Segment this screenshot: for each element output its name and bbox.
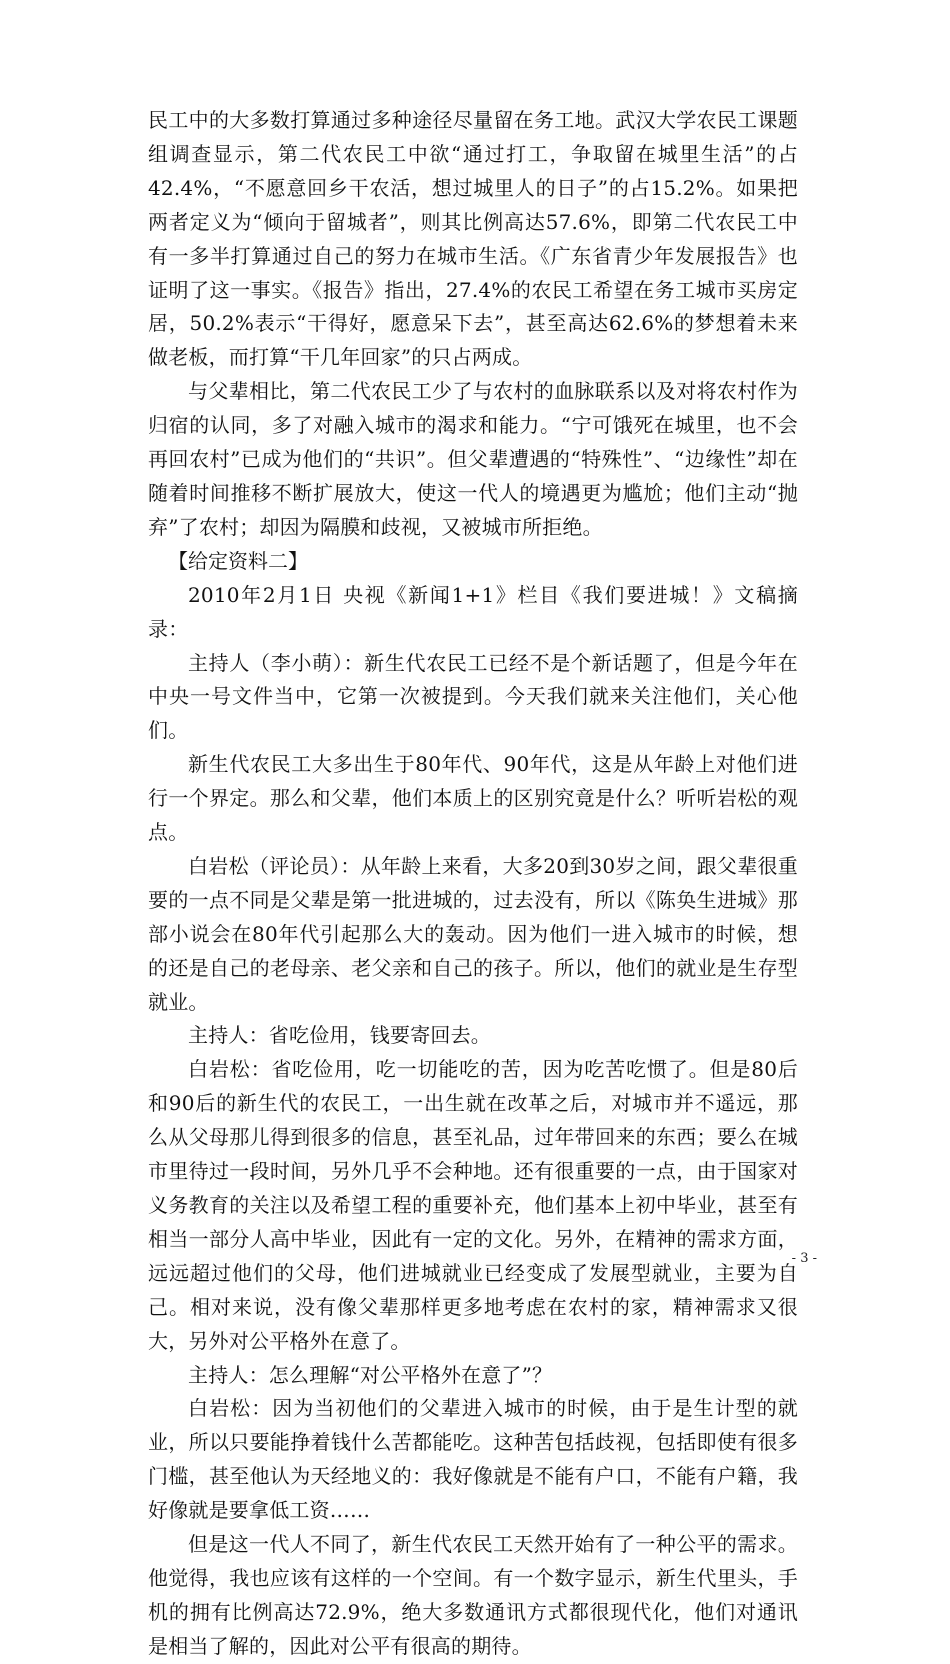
host-remark: 主持人：省吃俭用，钱要寄回去。	[188, 1023, 491, 1048]
paragraph-continuation: 民工中的大多数打算通过多种途径尽量留在务工地。武汉大学农民工课题组调查显示，第二代农民工中欲“通过打工，争取留在城里生活”的占42.4%，“不愿意回乡干农活，想过城里人的日子”的占15.2%。如果把两者定义为“倾向于留城者”，则其比例高达57.6%，即第二代农民工中有一多半打算通过自己的努力在城市生活。《广东省青少年发展报告》也证明了这一事实。《报告》指出，27.4%的农民工希望在务工城市买房定居，50.2%表示“干得好，愿意呆下去”，甚至高达62.6%的梦想着未来做老板，而打算“干几年回家”的只占两成。	[148, 108, 798, 370]
commentator-answer-4: 但是这一代人不同了，新生代农民工天然开始有了一种公平的需求。他觉得，我也应该有这样的一个空间。有一个数字显示，新生代里头，手机的拥有比例高达72.9%，绝大多数通讯方式都很现代化，他们对通讯是相当了解的，因此对公平有很高的期待。	[148, 1532, 798, 1658]
commentator-answer-3: 白岩松：因为当初他们的父辈进入城市的时候，由于是生计型的就业，所以只要能挣着钱什么苦都能吃。这种苦包括歧视，包括即使有很多门槛，甚至他认为天经地义的：我好像就是不能有户口，不能有户籍，我好像就是要拿低工资……	[148, 1396, 798, 1523]
transcript-source: 2010年2月1日 央视《新闻1+1》栏目《我们要进城！》文稿摘录：	[148, 582, 798, 641]
host-question-1: 新生代农民工大多出生于80年代、90年代，这是从年龄上对他们进行一个界定。那么和父辈，他们本质上的区别究竟是什么？听听岩松的观点。	[148, 752, 798, 845]
commentator-answer-1: 白岩松（评论员）：从年龄上来看，大多20到30岁之间，跟父辈很重要的一点不同是父辈是第一批进城的，过去没有，所以《陈奂生进城》那部小说会在80年代引起那么大的轰动。因为他们一进入城市的时候，想的还是自己的老母亲、老父亲和自己的孩子。所以，他们的就业是生存型就业。	[148, 853, 798, 1014]
commentator-answer-2: 白岩松：省吃俭用，吃一切能吃的苦，因为吃苦吃惯了。但是80后和90后的新生代的农民工，一出生就在改革之后，对城市并不遥远，那么从父母那儿得到很多的信息，甚至礼品，过年带回来的东西；要么在城市里待过一段时间，另外几乎不会种地。还有很重要的一点，由于国家对义务教育的关注以及希望工程的重要补充，他们基本上初中毕业，甚至有相当一部分人高中毕业，因此有一定的文化。另外，在精神的需求方面，远远超过他们的父母，他们进城就业已经变成了发展型就业，主要为自己。相对来说，没有像父辈那样更多地考虑在农村的家，精神需求又很大，另外对公平格外在意了。	[148, 1057, 798, 1353]
section-heading: 【给定资料二】	[168, 548, 308, 573]
document-body	[148, 104, 798, 1664]
host-question-2: 主持人：怎么理解“对公平格外在意了”？	[188, 1362, 553, 1387]
paragraph-comparison: 与父辈相比，第二代农民工少了与农村的血脉联系以及对将农村作为归宿的认同，多了对融入城市的渴求和能力。“宁可饿死在城里，也不会再回农村”已成为他们的“共识”。但父辈遭遇的“特殊性”、“边缘性”却在随着时间推移不断扩展放大，使这一代人的境遇更为尴尬；他们主动“抛弃”了农村；却因为隔膜和歧视，又被城市所拒绝。	[148, 379, 798, 539]
host-intro: 主持人（李小萌）：新生代农民工已经不是个新话题了，但是今年在中央一号文件当中，它第一次被提到。今天我们就来关注他们，关心他们。	[148, 650, 798, 743]
page-number: - 3 -	[791, 1251, 817, 1266]
